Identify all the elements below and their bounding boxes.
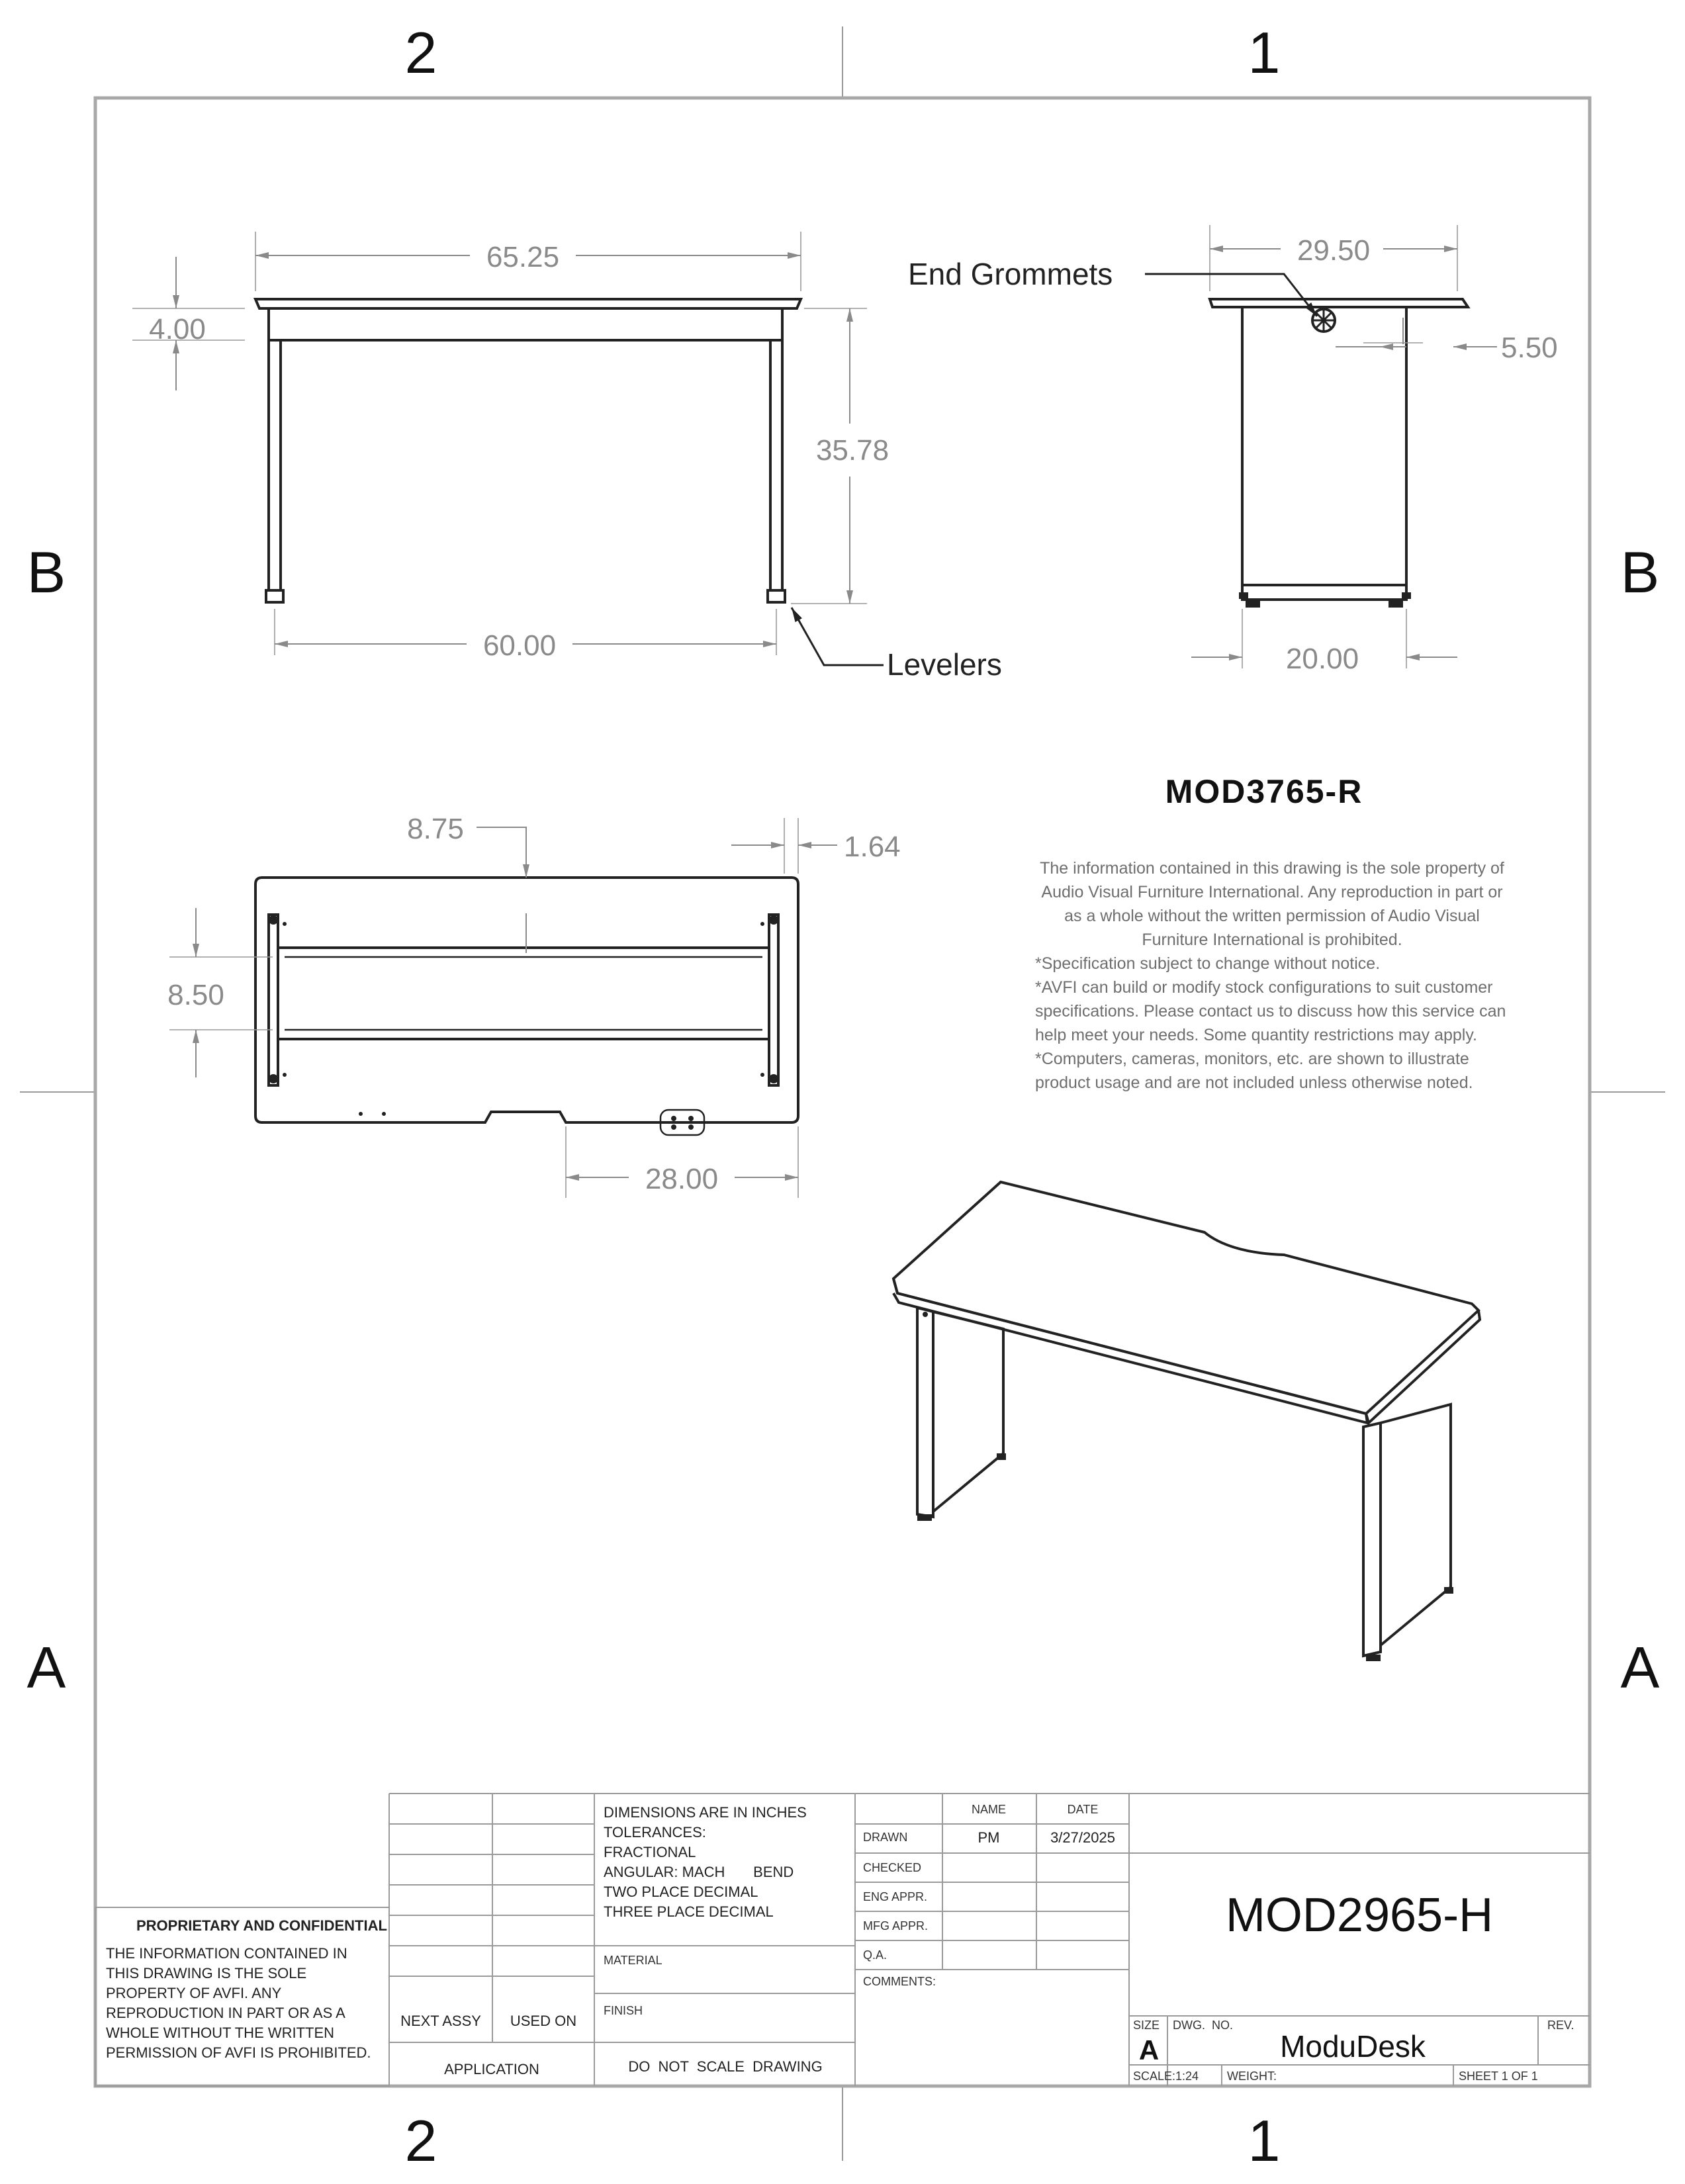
- next-assy-label: NEXT ASSY: [400, 2013, 481, 2029]
- used-on-label: USED ON: [510, 2013, 577, 2029]
- zone-label-bottom-left: 2: [404, 2108, 437, 2173]
- dim-base-depth: 20.00: [1285, 643, 1359, 675]
- dim-side-offset: 1.64: [844, 831, 901, 863]
- col-date-header: DATE: [1067, 1803, 1099, 1816]
- size-label: SIZE: [1133, 2019, 1160, 2032]
- notes-block: [1035, 859, 1506, 1092]
- proprietary-line: PROPERTY OF AVFI. ANY: [106, 1985, 282, 2001]
- sheet-label: SHEET 1 OF 1: [1459, 2070, 1538, 2083]
- zone-label-bottom-right: 1: [1248, 2108, 1281, 2173]
- rev-label: REV.: [1547, 2019, 1574, 2032]
- dim-apron-height: 4.00: [149, 313, 206, 345]
- dim-top-depth: 29.50: [1297, 234, 1371, 267]
- drawn-name: PM: [978, 1829, 1000, 1846]
- proprietary-line: THE INFORMATION CONTAINED IN: [106, 1945, 347, 1962]
- proprietary-line: WHOLE WITHOUT THE WRITTEN: [106, 2025, 335, 2041]
- note-line: help meet your needs. Some quantity restrictions may apply.: [1035, 1026, 1477, 1044]
- note-line: specifications. Please contact us to discuss how this service can: [1035, 1002, 1506, 1021]
- proprietary-line: THIS DRAWING IS THE SOLE: [106, 1965, 307, 1981]
- dim-cutout-offset: 28.00: [645, 1163, 719, 1195]
- front-view: [255, 299, 801, 602]
- tolerance-line: TWO PLACE DECIMAL: [604, 1884, 758, 1900]
- note-line: The information contained in this drawing is the sole property of: [1040, 859, 1504, 878]
- dim-desk-height: 35.78: [815, 434, 889, 467]
- dim-modesty-height: 8.50: [167, 979, 224, 1011]
- isometric-view: [893, 1182, 1480, 1661]
- application-label: APPLICATION: [444, 2061, 539, 2077]
- side-view-dimensions: [908, 225, 1558, 675]
- checked-label: CHECKED: [863, 1861, 922, 1874]
- callout-end-grommets: End Grommets: [908, 257, 1113, 291]
- side-view: [1210, 299, 1468, 608]
- tolerance-line: ANGULAR: MACH BEND: [604, 1864, 794, 1880]
- material-label: MATERIAL: [604, 1954, 662, 1967]
- dim-leg-span: 60.00: [482, 629, 557, 662]
- zone-label-left-b: B: [26, 539, 66, 605]
- part-number: MOD2965-H: [1225, 1889, 1494, 1942]
- note-line: Audio Visual Furniture International. Any reproduction in part or: [1041, 883, 1503, 901]
- dim-rear-offset: 8.75: [407, 813, 464, 845]
- zone-label-top-left: 2: [404, 20, 437, 85]
- size-value: A: [1138, 2034, 1160, 2066]
- zone-grid: [20, 26, 1665, 2161]
- tolerance-line: FRACTIONAL: [604, 1844, 696, 1860]
- scale-label: SCALE:1:24: [1133, 2070, 1199, 2083]
- mfg-appr-label: MFG APPR.: [863, 1919, 929, 1933]
- drawing-frame: [95, 98, 1590, 2086]
- eng-appr-label: ENG APPR.: [863, 1890, 928, 1903]
- drawn-date: 3/27/2025: [1050, 1829, 1115, 1846]
- note-line: product usage and are not included unless otherwise noted.: [1035, 1073, 1473, 1092]
- proprietary-line: REPRODUCTION IN PART OR AS A: [106, 2005, 345, 2021]
- zone-label-right-a: A: [1620, 1635, 1660, 1700]
- note-line: as a whole without the written permission of Audio Visual: [1064, 907, 1480, 925]
- qa-label: Q.A.: [863, 1948, 888, 1962]
- tolerance-line: TOLERANCES:: [604, 1824, 706, 1841]
- grommet-icon: [1312, 309, 1335, 332]
- dwg-no-label: DWG. NO.: [1173, 2019, 1233, 2032]
- note-line: *AVFI can build or modify stock configurations to suit customer: [1035, 978, 1493, 997]
- zone-label-left-a: A: [26, 1635, 66, 1700]
- drawing-name: ModuDesk: [1280, 2029, 1426, 2064]
- zone-label-top-right: 1: [1248, 20, 1281, 85]
- note-line: *Specification subject to change without notice.: [1035, 954, 1381, 973]
- title-block: [95, 1794, 1590, 2086]
- drawn-label: DRAWN: [863, 1831, 908, 1844]
- comments-label: COMMENTS:: [863, 1975, 936, 1988]
- note-line: *Computers, cameras, monitors, etc. are shown to illustrate: [1035, 1050, 1469, 1068]
- tolerance-line: THREE PLACE DECIMAL: [604, 1903, 774, 1920]
- callout-levelers: Levelers: [887, 647, 1002, 682]
- do-not-scale-label: DO NOT SCALE DRAWING: [628, 2058, 823, 2075]
- proprietary-line: PERMISSION OF AVFI IS PROHIBITED.: [106, 2044, 371, 2061]
- zone-label-right-b: B: [1620, 539, 1660, 605]
- note-line: Furniture International is prohibited.: [1142, 931, 1402, 949]
- weight-label: WEIGHT:: [1227, 2070, 1277, 2083]
- finish-label: FINISH: [604, 2004, 643, 2017]
- model-title: MOD3765-R: [1165, 773, 1363, 810]
- dim-overhang: 5.50: [1501, 332, 1558, 364]
- tolerance-line: DIMENSIONS ARE IN INCHES: [604, 1804, 807, 1821]
- dim-overall-width: 65.25: [486, 241, 560, 273]
- proprietary-heading: PROPRIETARY AND CONFIDENTIAL: [136, 1917, 387, 1934]
- col-name-header: NAME: [971, 1803, 1007, 1816]
